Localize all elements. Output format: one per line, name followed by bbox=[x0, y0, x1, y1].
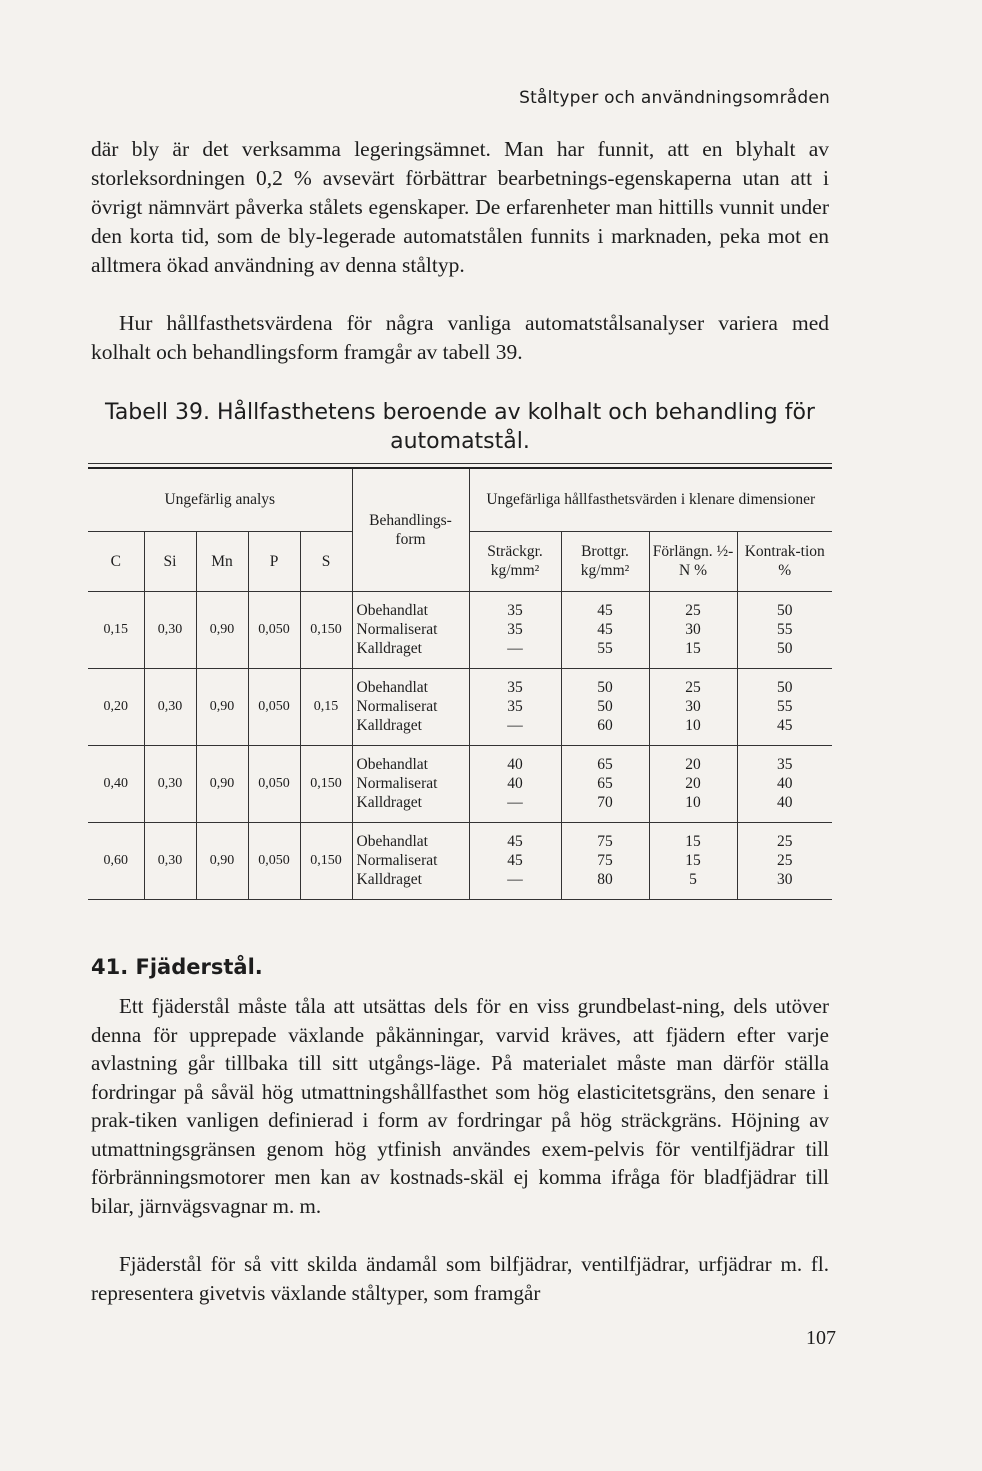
cell-brottgr: 50 50 60 bbox=[561, 668, 649, 745]
header-analysis: Ungefärlig analys bbox=[88, 469, 352, 531]
cell-treatment: Obehandlat Normaliserat Kalldraget bbox=[352, 745, 469, 822]
cell-si: 0,30 bbox=[144, 822, 196, 899]
cell-treatment: Obehandlat Normaliserat Kalldraget bbox=[352, 668, 469, 745]
cell-c: 0,40 bbox=[103, 776, 128, 791]
col-header: Brottgr. kg/mm² bbox=[561, 531, 649, 591]
body-paragraph: Ett fjäderstål måste tåla att utsättas dels för en viss grundbelast-ning, dels utöver denna för upprepade växlande påkänningar, varvid kräves, att fjädern efter varje avlastning går tillbaka till sitt utgångs-läge. På materialet måste man därför ställa fordringar på såväl hög utmattningshållfasthet som hög elasticitetsgräns, den senare i prak-tiken vanligen definierad i form av fordringar på hög sträckgräns. Höjning av utmattningsgränsen genom hög ytfinish användes exem-pelvis för ventilfjädrar till förbränningsmotorer men kan av kostnads-skäl ej komma ifråga för bladfjädrar till bilar, järnvägsvagnar m. m. bbox=[91, 994, 829, 1218]
cell-strackgr: 35 35 — bbox=[507, 679, 523, 734]
cell-s: 0,150 bbox=[300, 822, 352, 899]
cell-si: 0,30 bbox=[144, 745, 196, 822]
cell-p: 0,050 bbox=[248, 822, 300, 899]
body-paragraph: Hur hållfasthetsvärdena för några vanliga automatstålsanalyser variera med kolhalt och behandlingsform framgår av tabell 39. bbox=[91, 311, 829, 364]
cell-kontraktion: 50 55 45 bbox=[737, 668, 832, 745]
cell-forlangn: 15 15 5 bbox=[649, 822, 737, 899]
cell-kontraktion: 35 40 40 bbox=[737, 745, 832, 822]
col-header: S bbox=[300, 531, 352, 591]
cell-mn: 0,90 bbox=[196, 668, 248, 745]
strength-table bbox=[88, 463, 832, 900]
table-row bbox=[88, 822, 832, 899]
header-treatment: Behandlings-form bbox=[352, 469, 469, 591]
cell-treatment: Obehandlat Normaliserat Kalldraget bbox=[352, 591, 469, 668]
cell-si: 0,30 bbox=[144, 668, 196, 745]
cell-kontraktion: 25 25 30 bbox=[737, 822, 832, 899]
cell-c: 0,15 bbox=[103, 622, 128, 637]
body-paragraph: Fjäderstål för så vitt skilda ändamål som bilfjädrar, ventilfjädrar, urfjädrar m. fl. representera givetvis växlande ståltyper, som framgår bbox=[91, 1252, 829, 1305]
table-row bbox=[88, 668, 832, 745]
section-heading: 41. Fjäderstål. bbox=[91, 955, 263, 979]
col-header: Sträckgr. kg/mm² bbox=[487, 543, 543, 579]
table-row bbox=[88, 745, 832, 822]
cell-s: 0,15 bbox=[300, 668, 352, 745]
cell-s: 0,150 bbox=[300, 745, 352, 822]
cell-mn: 0,90 bbox=[196, 745, 248, 822]
body-paragraph: där bly är det verksamma legeringsämnet. Man har funnit, att en blyhalt av storleksordningen 0,2 % avsevärt förbättrar bearbetnings-egenskaperna utan att i övrigt nämnvärt påverka stålets egenskaper. De erfarenheter man hittills vunnit under den korta tid, som de bly-legerade automatstålen funnits i marknaden, peka mot en alltmera ökad användning av denna ståltyp. bbox=[91, 137, 829, 277]
running-head: Ståltyper och användningsområden bbox=[519, 88, 830, 108]
cell-forlangn: 25 30 15 bbox=[649, 591, 737, 668]
cell-p: 0,050 bbox=[248, 591, 300, 668]
cell-c: 0,60 bbox=[103, 853, 128, 868]
cell-treatment: Obehandlat Normaliserat Kalldraget bbox=[352, 822, 469, 899]
page-number: 107 bbox=[806, 1327, 836, 1349]
col-header: C bbox=[110, 552, 121, 570]
table-row bbox=[88, 591, 832, 668]
cell-forlangn: 20 20 10 bbox=[649, 745, 737, 822]
cell-si: 0,30 bbox=[144, 591, 196, 668]
header-strength: Ungefärliga hållfasthetsvärden i klenare dimensioner bbox=[469, 469, 832, 531]
col-header: Si bbox=[144, 531, 196, 591]
cell-s: 0,150 bbox=[300, 591, 352, 668]
cell-p: 0,050 bbox=[248, 745, 300, 822]
cell-brottgr: 65 65 70 bbox=[561, 745, 649, 822]
cell-strackgr: 40 40 — bbox=[507, 756, 523, 811]
cell-p: 0,050 bbox=[248, 668, 300, 745]
col-header: Förlängn. ½-N % bbox=[649, 531, 737, 591]
cell-kontraktion: 50 55 50 bbox=[737, 591, 832, 668]
cell-mn: 0,90 bbox=[196, 822, 248, 899]
cell-brottgr: 75 75 80 bbox=[561, 822, 649, 899]
cell-forlangn: 25 30 10 bbox=[649, 668, 737, 745]
table-caption: Tabell 39. Hållfasthetens beroende av kolhalt och behandling för automatstål. bbox=[105, 400, 815, 454]
cell-c: 0,20 bbox=[103, 699, 128, 714]
cell-strackgr: 35 35 — bbox=[507, 602, 523, 657]
cell-brottgr: 45 45 55 bbox=[561, 591, 649, 668]
col-header: Kontrak-tion % bbox=[737, 531, 832, 591]
cell-mn: 0,90 bbox=[196, 591, 248, 668]
cell-strackgr: 45 45 — bbox=[507, 833, 523, 888]
col-header: Mn bbox=[196, 531, 248, 591]
col-header: P bbox=[248, 531, 300, 591]
